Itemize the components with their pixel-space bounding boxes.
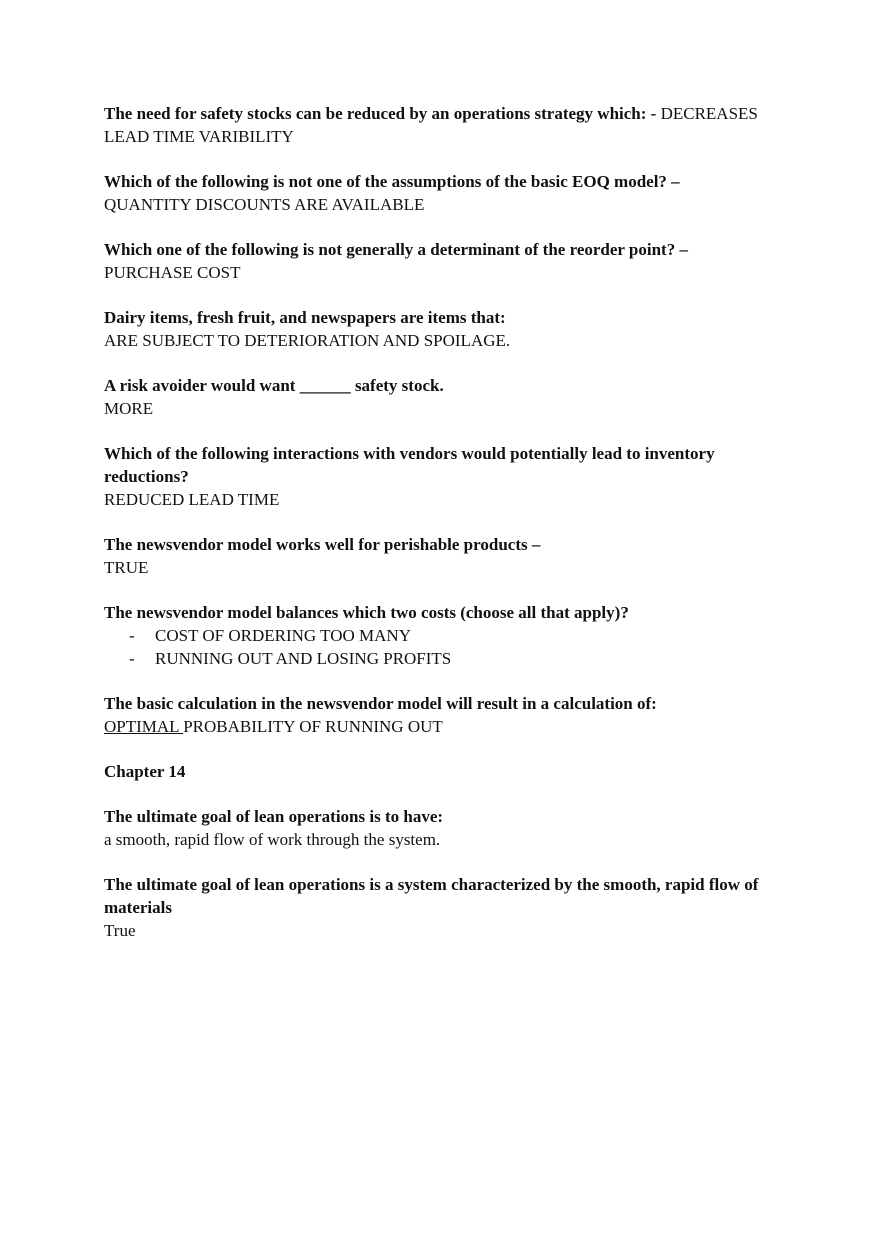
answer-text: PURCHASE COST <box>104 263 241 282</box>
dash-bullet: - <box>129 649 135 668</box>
qa-item <box>104 601 794 670</box>
answer-text <box>104 715 794 738</box>
question-text: The need for safety stocks can be reduced by an operations strategy which: - <box>104 104 661 123</box>
qa-item <box>104 238 794 284</box>
document-page <box>104 102 794 964</box>
question-text: The ultimate goal of lean operations is a system characterized by the smooth, rapid flow of materials <box>104 875 759 917</box>
answer-text: QUANTITY DISCOUNTS ARE AVAILABLE <box>104 195 425 214</box>
question-text: Which of the following is not one of the assumptions of the basic EOQ model? – <box>104 172 680 191</box>
answer-text: DECREASES LEAD TIME VARIBILITY <box>104 104 758 146</box>
answer-text: ARE SUBJECT TO DETERIORATION AND SPOILAGE. <box>104 331 511 350</box>
answer-text: COST OF ORDERING TOO MANY <box>155 626 411 645</box>
answer-text: MORE <box>104 399 154 418</box>
qa-item <box>104 692 794 738</box>
question-text: A risk avoider would want ______ safety stock. <box>104 376 444 395</box>
question-text: The newsvendor model works well for perishable products – <box>104 535 541 554</box>
question-text: Which one of the following is not generally a determinant of the reorder point? – <box>104 240 688 259</box>
qa-item <box>104 102 794 148</box>
qa-item <box>104 805 794 851</box>
dash-bullet: - <box>129 626 135 645</box>
list-item <box>104 647 794 670</box>
list-item <box>104 624 794 647</box>
qa-item <box>104 374 794 420</box>
answer-text: TRUE <box>104 558 149 577</box>
answer-text: a smooth, rapid flow of work through the system. <box>104 830 441 849</box>
qa-item <box>104 170 794 216</box>
answer-text: True <box>104 921 136 940</box>
question-text: The newsvendor model balances which two costs (choose all that apply)? <box>104 603 629 622</box>
qa-item <box>104 873 794 942</box>
answer-rest-text: PROBABILITY OF RUNNING OUT <box>183 717 443 736</box>
answer-underlined-text: OPTIMAL <box>104 717 184 736</box>
answer-list <box>104 624 794 670</box>
qa-item <box>104 442 794 511</box>
question-text: The ultimate goal of lean operations is to have: <box>104 807 444 826</box>
question-text: Which of the following interactions with vendors would potentially lead to inventory reductions? <box>104 444 715 486</box>
chapter-heading: Chapter 14 <box>104 762 186 781</box>
answer-text: RUNNING OUT AND LOSING PROFITS <box>155 649 452 668</box>
answer-text: REDUCED LEAD TIME <box>104 490 280 509</box>
question-text: Dairy items, fresh fruit, and newspapers are items that: <box>104 308 506 327</box>
qa-item <box>104 306 794 352</box>
question-text: The basic calculation in the newsvendor model will result in a calculation of: <box>104 694 657 713</box>
qa-item <box>104 533 794 579</box>
